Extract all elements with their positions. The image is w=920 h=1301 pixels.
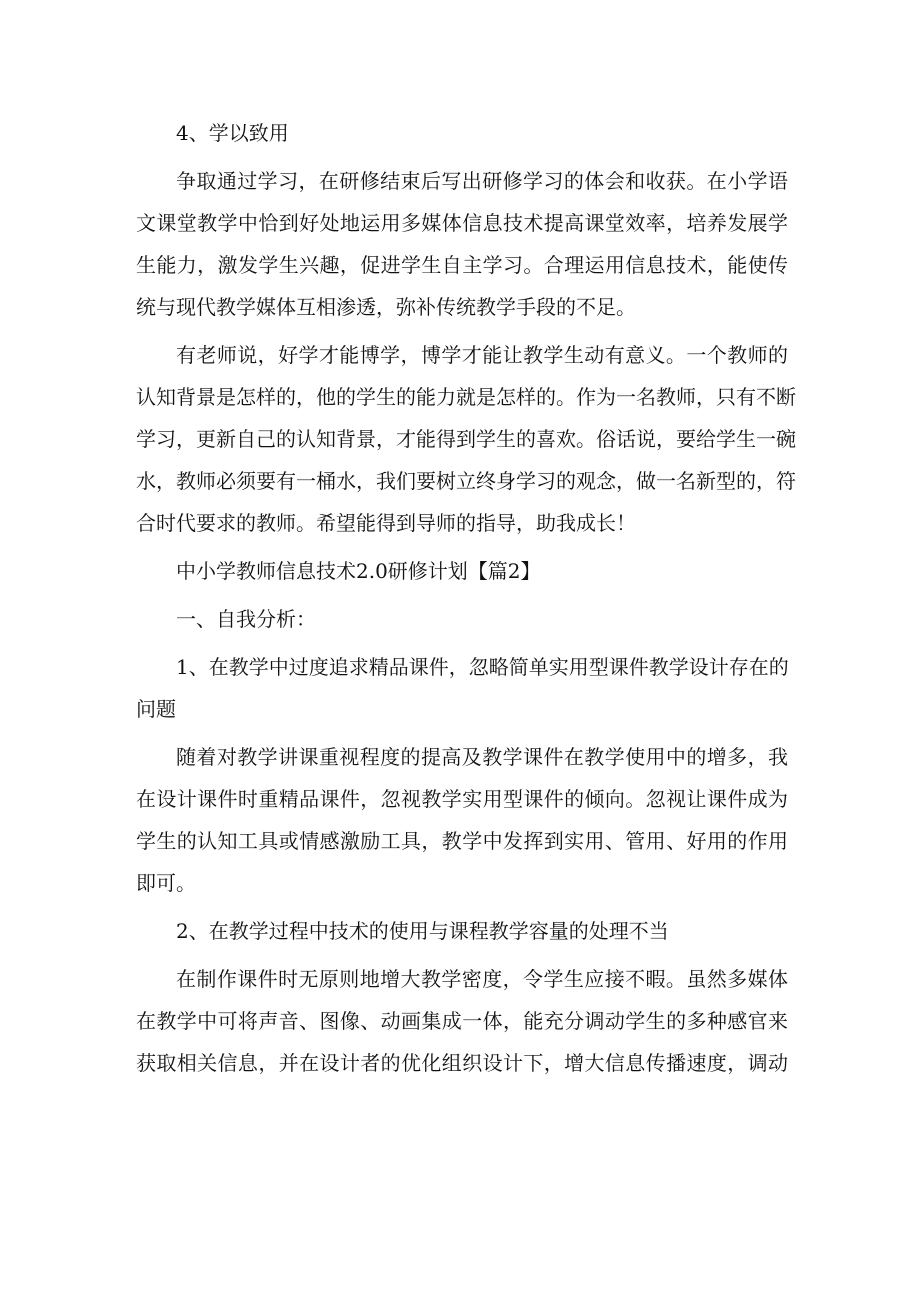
section-heading: 一、自我分析：	[176, 607, 316, 631]
paragraph-courseware	[136, 736, 788, 904]
paragraph-line: 争取通过学习，在研修结束后写出研修学习的体会和收获。在小学语	[176, 169, 788, 193]
paragraph-teaching-density	[136, 958, 788, 1084]
list-item: 2、在教学过程中技术的使用与课程教学容量的处理不当	[176, 919, 669, 943]
paragraph-line: 学生的认知工具或情感激励工具，教学中发挥到实用、管用、好用的作用	[136, 829, 788, 853]
paragraph-line: 合时代要求的教师。希望能得到导师的指导，助我成长！	[136, 511, 636, 535]
paragraph-line: 认知背景是怎样的，他的学生的能力就是怎样的。作为一名教师，只有不断	[136, 385, 796, 409]
paragraph-line: 在制作课件时无原则地增大教学密度，令学生应接不暇。虽然多媒体	[176, 967, 788, 991]
paragraph-line: 统与现代教学媒体互相渗透，弥补传统教学手段的不足。	[136, 295, 636, 319]
paragraph-teacher-saying	[136, 334, 796, 544]
paragraph-learning-application	[136, 160, 788, 328]
list-item-line: 1、在教学中过度追求精品课件，忽略简单实用型课件教学设计存在的	[176, 655, 789, 679]
paragraph-line: 学习，更新自己的认知背景，才能得到学生的喜欢。俗话说，要给学生一碗	[136, 427, 796, 451]
paragraph-line: 在教学中可将声音、图像、动画集成一体，能充分调动学生的多种感官来	[136, 1009, 788, 1033]
paragraph-line: 即可。	[136, 871, 196, 895]
paragraph-line: 生能力，激发学生兴趣，促进学生自主学习。合理运用信息技术，能使传	[136, 253, 788, 277]
paragraph-line: 在设计课件时重精品课件，忽视教学实用型课件的倾向。忽视让课件成为	[136, 787, 788, 811]
list-item	[136, 646, 788, 730]
section-heading: 4、学以致用	[176, 121, 289, 145]
list-item-line: 问题	[136, 697, 176, 721]
document-body	[136, 112, 796, 1084]
paragraph-line: 获取相关信息，并在设计者的优化组织设计下，增大信息传播速度，调动	[136, 1051, 788, 1075]
paragraph-line: 水，教师必须要有一桶水，我们要树立终身学习的观念，做一名新型的，符	[136, 469, 796, 493]
paragraph-line: 随着对教学讲课重视程度的提高及教学课件在教学使用中的增多，我	[176, 745, 788, 769]
article-title: 中小学教师信息技术2.0研修计划【篇2】	[176, 559, 541, 583]
paragraph-line: 有老师说，好学才能博学，博学才能让教学生动有意义。一个教师的	[176, 343, 788, 367]
paragraph-line: 文课堂教学中恰到好处地运用多媒体信息技术提高课堂效率，培养发展学	[136, 211, 788, 235]
